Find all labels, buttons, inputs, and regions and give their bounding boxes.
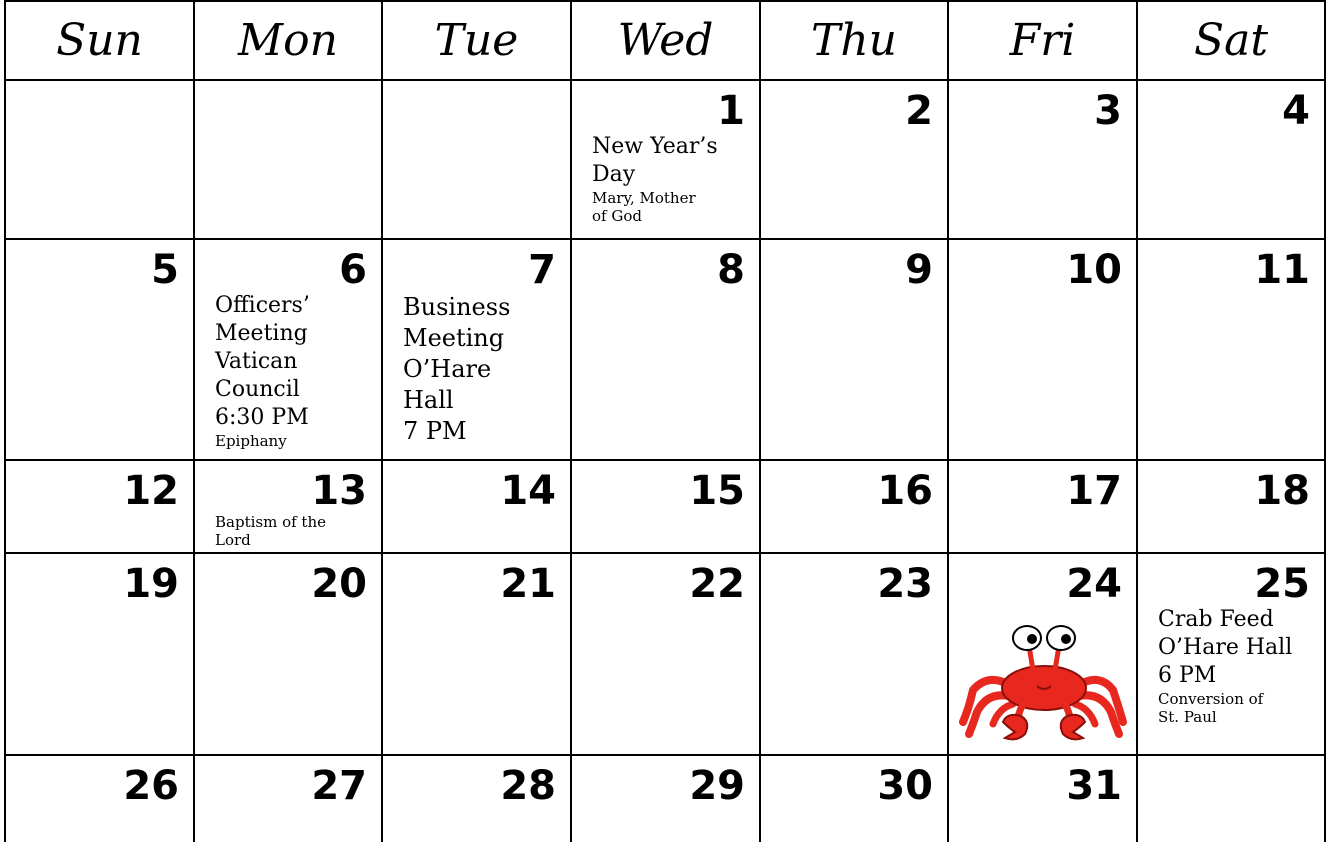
day-number: 19 bbox=[123, 561, 179, 607]
weekday-header-fri: Fri bbox=[948, 1, 1137, 80]
day-cell-14 bbox=[382, 460, 571, 553]
day-number: 23 bbox=[877, 561, 933, 607]
day-cell-9 bbox=[760, 239, 948, 460]
day-number: 4 bbox=[1282, 88, 1310, 134]
crab-image bbox=[949, 606, 1136, 744]
day-cell-30 bbox=[760, 755, 948, 842]
day-cell-22 bbox=[571, 553, 760, 755]
feast-note: Epiphany bbox=[215, 432, 287, 450]
day-number: 10 bbox=[1066, 247, 1122, 293]
empty-day-cell bbox=[5, 80, 194, 239]
day-cell-8 bbox=[571, 239, 760, 460]
day-number: 25 bbox=[1254, 561, 1310, 607]
day-number: 1 bbox=[717, 88, 745, 134]
feast-note: Mary, Mother bbox=[592, 189, 696, 207]
day-cell-6 bbox=[194, 239, 382, 460]
day-number: 18 bbox=[1254, 468, 1310, 514]
event-line: Crab Feed bbox=[1158, 607, 1274, 632]
day-cell-12 bbox=[5, 460, 194, 553]
crab-icon bbox=[959, 612, 1127, 744]
feast-note: Lord bbox=[215, 531, 251, 549]
day-number: 26 bbox=[123, 763, 179, 809]
empty-day-cell bbox=[1137, 755, 1325, 842]
day-cell-29 bbox=[571, 755, 760, 842]
day-cell-21 bbox=[382, 553, 571, 755]
weekday-header-row bbox=[5, 1, 1325, 80]
event-line: Meeting bbox=[403, 324, 505, 352]
week-row bbox=[5, 239, 1325, 460]
feast-note: St. Paul bbox=[1158, 708, 1217, 726]
week-row bbox=[5, 553, 1325, 755]
day-number: 17 bbox=[1066, 468, 1122, 514]
day-number: 2 bbox=[905, 88, 933, 134]
day-number: 16 bbox=[877, 468, 933, 514]
day-number: 20 bbox=[311, 561, 367, 607]
weekday-header-sun: Sun bbox=[5, 1, 194, 80]
week-row bbox=[5, 460, 1325, 553]
weekday-header-sat: Sat bbox=[1137, 1, 1325, 80]
week-row bbox=[5, 755, 1325, 842]
day-cell-16 bbox=[760, 460, 948, 553]
feast-note: Baptism of the bbox=[215, 513, 326, 531]
day-cell-10 bbox=[948, 239, 1137, 460]
day-cell-24 bbox=[948, 553, 1137, 755]
day-number: 9 bbox=[905, 247, 933, 293]
day-cell-3 bbox=[948, 80, 1137, 239]
event-line: Business bbox=[403, 293, 511, 321]
feast-note: Conversion of bbox=[1158, 690, 1264, 708]
weekday-header-wed: Wed bbox=[571, 1, 760, 80]
day-number: 30 bbox=[877, 763, 933, 809]
day-cell-1 bbox=[571, 80, 760, 239]
event-line: New Year’s bbox=[592, 134, 718, 159]
day-cell-18 bbox=[1137, 460, 1325, 553]
event-line: Officers’ bbox=[215, 293, 310, 318]
day-number: 31 bbox=[1066, 763, 1122, 809]
weekday-header-tue: Tue bbox=[382, 1, 571, 80]
day-number: 15 bbox=[689, 468, 745, 514]
day-cell-7 bbox=[382, 239, 571, 460]
day-cell-31 bbox=[948, 755, 1137, 842]
day-cell-28 bbox=[382, 755, 571, 842]
day-cell-27 bbox=[194, 755, 382, 842]
day-cell-23 bbox=[760, 553, 948, 755]
day-cell-11 bbox=[1137, 239, 1325, 460]
day-number: 13 bbox=[311, 468, 367, 514]
day-cell-15 bbox=[571, 460, 760, 553]
day-cell-19 bbox=[5, 553, 194, 755]
weekday-header-mon: Mon bbox=[194, 1, 382, 80]
day-number: 6 bbox=[339, 247, 367, 293]
calendar-grid bbox=[4, 0, 1326, 842]
day-number: 12 bbox=[123, 468, 179, 514]
event-line: Hall bbox=[403, 386, 454, 414]
day-number: 24 bbox=[1066, 561, 1122, 607]
day-cell-17 bbox=[948, 460, 1137, 553]
feast-note: of God bbox=[592, 207, 642, 225]
event-line: Meeting bbox=[215, 321, 308, 346]
day-number: 3 bbox=[1094, 88, 1122, 134]
day-number: 22 bbox=[689, 561, 745, 607]
day-cell-25 bbox=[1137, 553, 1325, 755]
day-cell-20 bbox=[194, 553, 382, 755]
day-number: 21 bbox=[500, 561, 556, 607]
day-number: 28 bbox=[500, 763, 556, 809]
week-row bbox=[5, 80, 1325, 239]
empty-day-cell bbox=[382, 80, 571, 239]
event-line: Council bbox=[215, 377, 300, 402]
event-line: 6 PM bbox=[1158, 663, 1217, 688]
event-line: 6:30 PM bbox=[215, 405, 309, 430]
day-cell-2 bbox=[760, 80, 948, 239]
event-line: Day bbox=[592, 162, 636, 187]
day-number: 7 bbox=[528, 247, 556, 293]
event-line: O’Hare bbox=[403, 355, 492, 383]
day-cell-13 bbox=[194, 460, 382, 553]
day-number: 11 bbox=[1254, 247, 1310, 293]
empty-day-cell bbox=[194, 80, 382, 239]
day-cell-5 bbox=[5, 239, 194, 460]
event-line: 7 PM bbox=[403, 417, 467, 445]
event-line: Vatican bbox=[215, 349, 298, 374]
event-line: O’Hare Hall bbox=[1158, 635, 1293, 660]
day-number: 29 bbox=[689, 763, 745, 809]
weekday-header-thu: Thu bbox=[760, 1, 948, 80]
day-number: 5 bbox=[151, 247, 179, 293]
day-cell-4 bbox=[1137, 80, 1325, 239]
day-number: 14 bbox=[500, 468, 556, 514]
day-number: 8 bbox=[717, 247, 745, 293]
day-cell-26 bbox=[5, 755, 194, 842]
day-number: 27 bbox=[311, 763, 367, 809]
